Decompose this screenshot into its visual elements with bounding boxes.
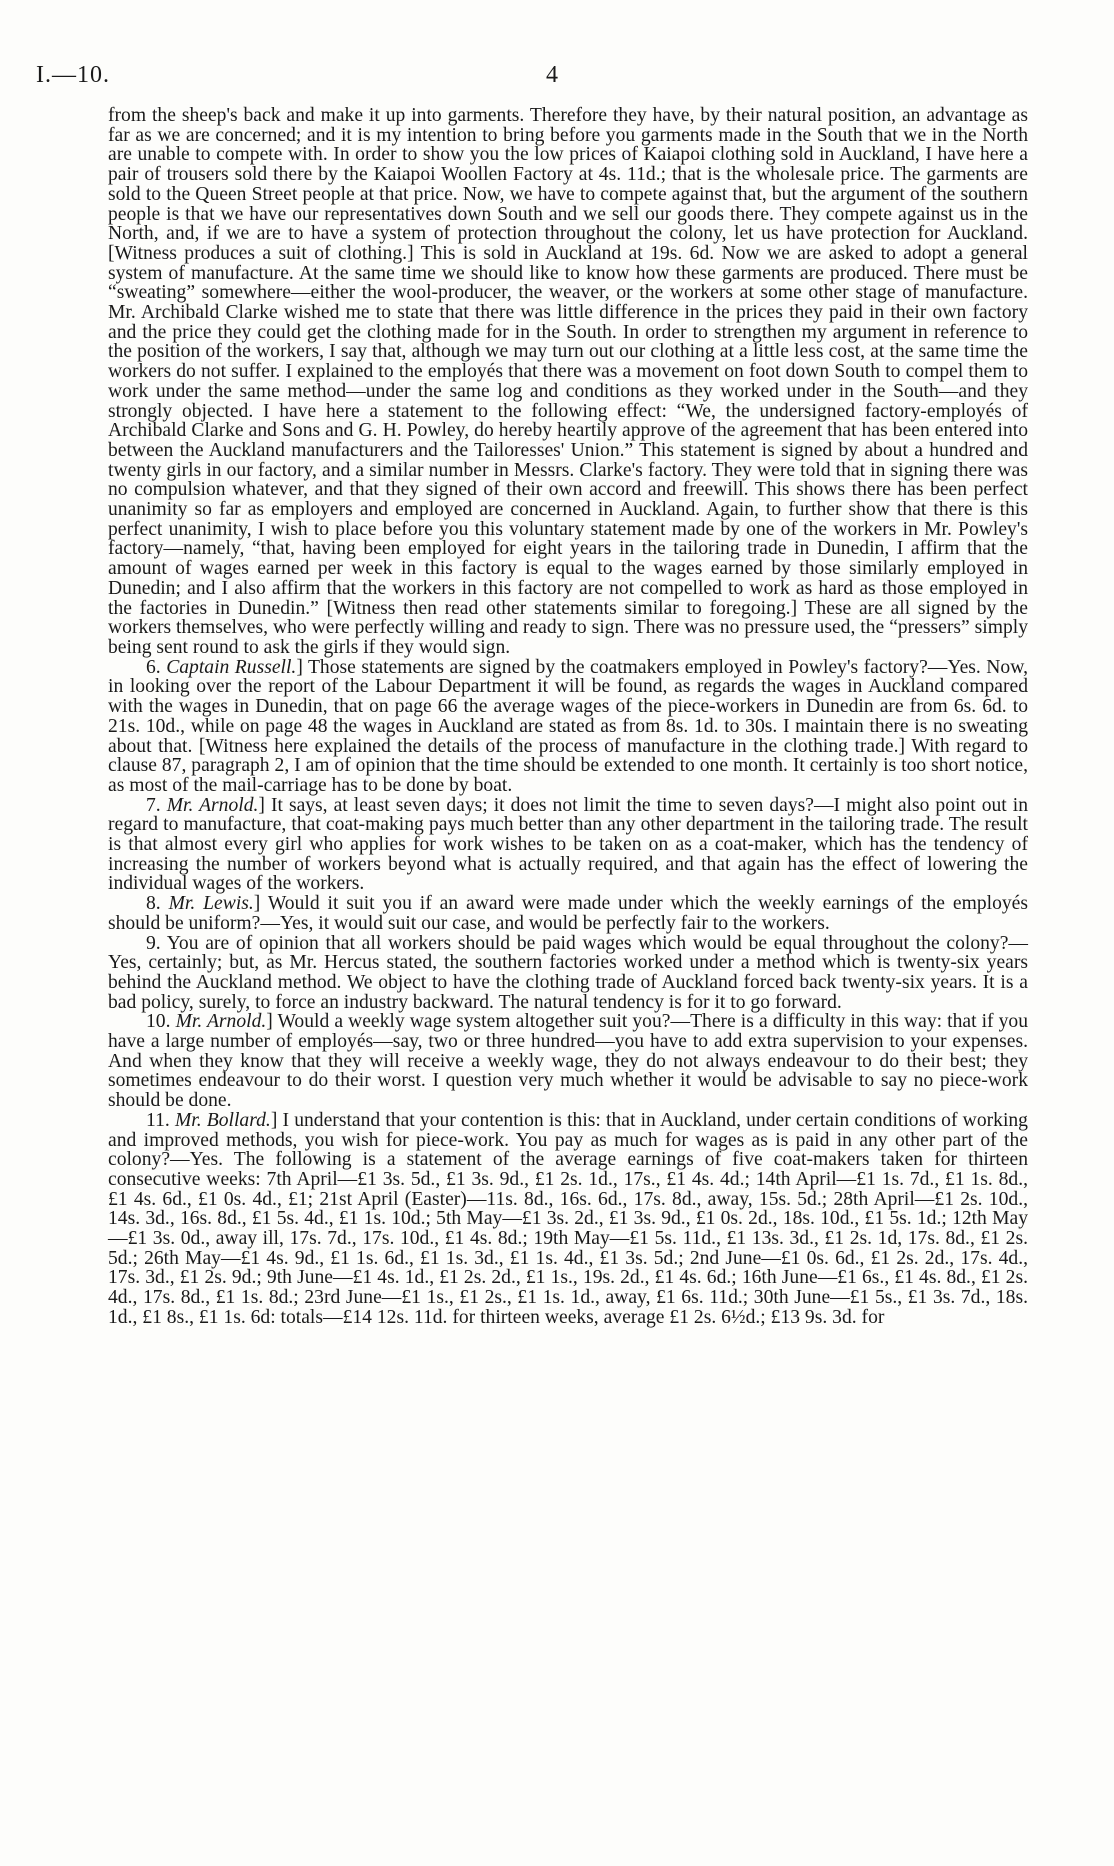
question-text: ] Those statements are signed by the coatmakers employed in Powley's factory?—Yes. Now, in looking over the report of the Labour Department it will be found, as regards the wages in Auckland compared with the wages in Dunedin, that on page 66 the average wages of the piece-workers in Dunedin are from 6s. 6d. to 21s. 10d., while on page 48 the wages in Auckland are stated as from 8s. 1d. to 30s. I maintain there is no sweating about that. [Witness here explained the details of the process of manufacture in the clothing trade.] With regard to clause 87, paragraph 2, I am of opinion that the time should be extended to one month. It certainly is too short notice, as most of the mail-carriage has to be done by boat. bbox=[108, 656, 1028, 796]
question-text: ] It says, at least seven days; it does not limit the time to seven days?—I might also point out in regard to manufacture, that coat-making pays much better than any other department in the tailoring trade. The result is that almost every girl who applies for work wishes to be taken on as a coat-maker, which has the tendency of increasing the number of workers beyond what is actually required, and that again has the effect of lowering the individual wages of the workers. bbox=[108, 794, 1028, 895]
speaker-name: Mr. Arnold. bbox=[166, 794, 259, 816]
question-text: ] I understand that your contention is this: that in Auckland, under certain conditions of working and improved methods, you wish for piece-work. You pay as much for wages as is paid in any other part of the colony?—Yes. The following is a statement of the average earnings of five coat-makers taken for thirteen consecutive weeks: 7th April—£1 3s. 5d., £1 3s. 9d., £1 2s. 1d., 17s., £1 4s. 4d.; 14th April—£1 1s. 7d., £1 1s. 8d., £1 4s. 6d., £1 0s. 4d., £1; 21st April (Easter)—11s. 8d., 16s. 6d., 17s. 8d., away, 15s. 5d.; 28th April—£1 2s. 10d., 14s. 3d., 16s. 8d., £1 5s. 4d., £1 1s. 10d.; 5th May—£1 3s. 2d., £1 3s. 9d., £1 0s. 2d., 18s. 10d., £1 5s. 1d.; 12th May—£1 3s. 0d., away ill, 17s. 7d., 17s. 10d., £1 4s. 8d.; 19th May—£1 5s. 11d., £1 13s. 3d., £1 2s. 1d, 17s. 8d., £1 2s. 5d.; 26th May—£1 4s. 9d., £1 1s. 6d., £1 1s. 3d., £1 1s. 4d., £1 3s. 5d.; 2nd June—£1 0s. 6d., £1 2s. 2d., 17s. 4d., 17s. 3d., £1 2s. 9d.; 9th June—£1 4s. 1d., £1 2s. 2d., £1 1s., 19s. 2d., £1 4s. 6d.; 16th June—£1 6s., £1 4s. 8d., £1 2s. 4d., 17s. 8d., £1 1s. 8d.; 23rd June—£1 1s., £1 2s., £1 1s. 1d., away, £1 6s. 11d.; 30th June—£1 5s., £1 3s. 7d., 18s. 1d., £1 8s., £1 1s. 6d: totals—£14 12s. 11d. for thirteen weeks, average £1 2s. 6½d.; £13 9s. 3d. for bbox=[108, 1109, 1028, 1328]
page-number: 4 bbox=[546, 62, 558, 88]
question-11 bbox=[108, 1111, 1028, 1328]
paragraph-continued bbox=[108, 106, 1028, 658]
question-text: You are of opinion that all workers should be paid wages which would be equal throughout the colony?—Yes, certainly; but, as Mr. Hercus stated, the southern factories worked under a method which is twenty-six years behind the Auckland method. We object to have the clothing trade of Auckland forced back twenty-six years. It is a bad policy, surely, to force an industry backward. The natural tendency is for it to go forward. bbox=[108, 932, 1028, 1013]
page-reference: I.—10. bbox=[36, 62, 110, 88]
speaker-name: Mr. Bollard. bbox=[174, 1109, 271, 1131]
question-7 bbox=[108, 796, 1028, 895]
question-text: ] Would it suit you if an award were made under which the weekly earnings of the employés should be uniform?—Yes, it would suit our case, and would be perfectly fair to the workers. bbox=[108, 893, 1028, 934]
speaker-name: Mr. Arnold. bbox=[175, 1011, 267, 1033]
question-text: ] Would a weekly wage system altogether suit you?—There is a difficulty in this way: that if you have a large number of employés—say, two or three hundred—you have to add extra supervision to your expenses. And when they know that they will receive a weekly wage, they do not always endeavour to do their best; they sometimes endeavour to do their worst. I question very much whether it would be advisable to say no piece-work should be done. bbox=[108, 1011, 1028, 1112]
body-text bbox=[108, 106, 1028, 1328]
question-number: 8. bbox=[146, 893, 161, 915]
question-number: 11. bbox=[146, 1109, 170, 1131]
question-9 bbox=[108, 934, 1028, 1013]
question-6 bbox=[108, 658, 1028, 796]
question-10 bbox=[108, 1012, 1028, 1111]
paragraph-text: from the sheep's back and make it up into garments. Therefore they have, by their natural position, an advantage as far as we are concerned; and it is my intention to bring before you garments made in the South that we in the North are unable to compete with. In order to show you the low prices of Kaiapoi clothing sold in Auckland, I have here a pair of trousers sold there by the Kaiapoi Woollen Factory at 4s. 11d.; that is the wholesale price. The garments are sold to the Queen Street people at that price. Now, we have to compete against that, but the argument of the southern people is that we have our representatives down South and we sell our goods there. They compete against us in the North, and, if we are to have a system of protection throughout the colony, let us have protection for Auckland. [Witness produces a suit of clothing.] This is sold in Auckland at 19s. 6d. Now we are asked to adopt a general system of manufacture. At the same time we should like to know how these garments are produced. There must be “sweating” somewhere—either the wool-producer, the weaver, or the workers at some other stage of manufacture. Mr. Archibald Clarke wished me to state that there was little difference in the prices they paid in their own factory and the price they could get the clothing made for in the South. In order to strengthen my argument in reference to the position of the workers, I say that, although we may turn out our clothing at a little less cost, at the same time the workers do not suffer. I explained to the employés that there was a movement on foot down South to compel them to work under the same method—under the same log and conditions as they worked under in the South—and they strongly objected. I have here a statement to the following effect: “We, the undersigned factory-employés of Archibald Clarke and Sons and G. H. Powley, do hereby heartily approve of the agreement that has been entered into between the Auckland manufacturers and the Tailoresses' Union.” This statement is signed by about a hundred and twenty girls in our factory, and a similar number in Messrs. Clarke's factory. They were told that in signing there was no compulsion whatever, and that they signed of their own accord and freewill. This shows there has been perfect unanimity so far as employers and employed are concerned in Auckland. Again, to further show that there is this perfect unanimity, I wish to place before you this voluntary statement made by one of the workers in Mr. Powley's factory—namely, “that, having been employed for eight years in the tailoring trade in Dunedin, I affirm that the amount of wages earned per week in this factory is equal to the wages earned by those similarly employed in Dunedin; and I also affirm that the workers in this factory are not compelled to work as hard as those employed in the factories in Dunedin.” [Witness then read other statements similar to foregoing.] These are all signed by the workers themselves, who were perfectly willing and ready to sign. There was no pressure used, the “pressers” simply being sent round to ask the girls if they would sign. bbox=[108, 105, 1028, 658]
question-8 bbox=[108, 894, 1028, 933]
question-number: 9. bbox=[146, 932, 161, 954]
page-header bbox=[36, 62, 1078, 92]
speaker-name: Captain Russell. bbox=[166, 656, 297, 678]
question-number: 6. bbox=[146, 656, 161, 678]
question-number: 7. bbox=[146, 794, 161, 816]
speaker-name: Mr. Lewis. bbox=[168, 893, 254, 915]
question-number: 10. bbox=[146, 1011, 171, 1033]
